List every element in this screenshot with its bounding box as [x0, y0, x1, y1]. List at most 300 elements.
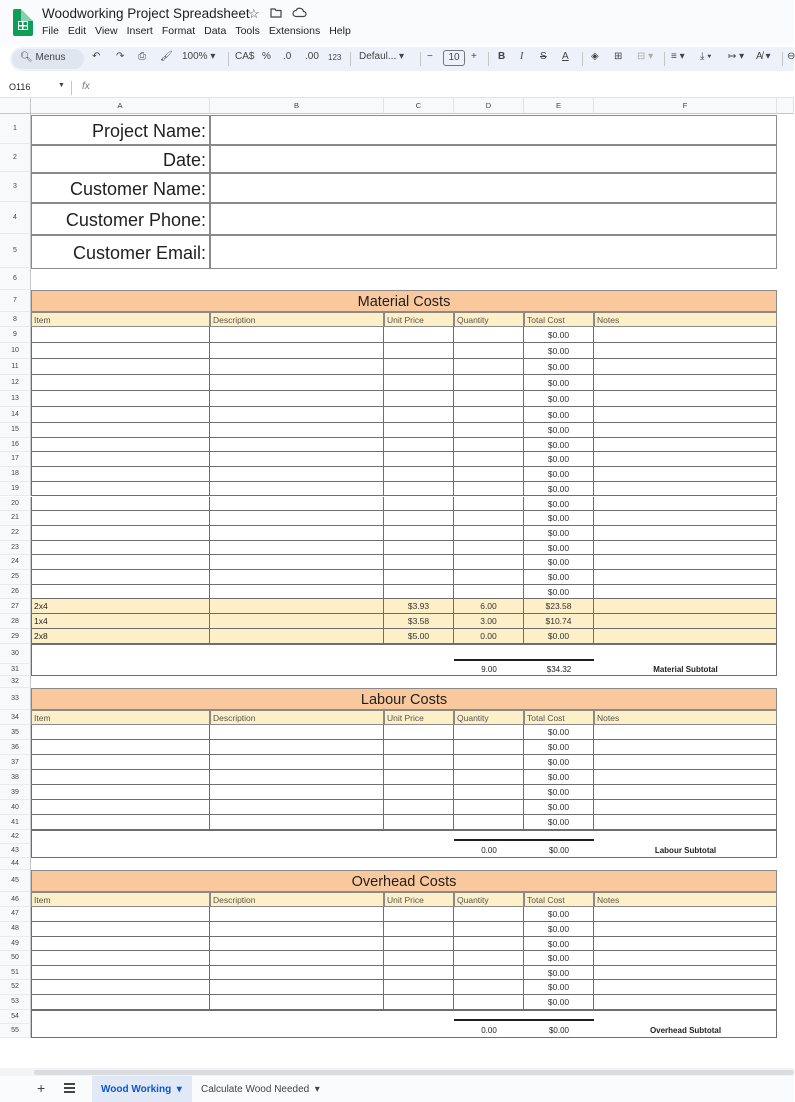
data-cell[interactable] [384, 391, 454, 407]
column-header[interactable]: D [454, 98, 524, 114]
data-cell[interactable] [454, 526, 524, 541]
info-value-cell[interactable] [210, 203, 777, 235]
column-header[interactable]: B [210, 98, 384, 114]
row-header[interactable]: 7 [0, 290, 31, 312]
row-header[interactable]: 12 [0, 375, 31, 391]
percent-format-button[interactable]: % [262, 51, 271, 62]
column-header[interactable]: F [594, 98, 777, 114]
total-cost-cell[interactable]: $0.00 [524, 541, 594, 556]
data-cell[interactable] [31, 585, 210, 600]
column-header[interactable]: A [31, 98, 210, 114]
menu-view[interactable]: View [95, 25, 118, 37]
quantity-sum[interactable]: 9.00 [481, 665, 497, 675]
data-cell[interactable] [384, 375, 454, 391]
data-cell[interactable] [31, 922, 210, 937]
data-cell[interactable] [31, 343, 210, 359]
data-cell[interactable] [31, 755, 210, 770]
cloud-status-icon[interactable] [292, 6, 306, 21]
data-cell[interactable] [31, 467, 210, 482]
row-header[interactable]: 13 [0, 391, 31, 407]
data-cell[interactable] [210, 452, 384, 467]
data-cell[interactable] [594, 327, 777, 343]
row-header[interactable]: 44 [0, 858, 31, 870]
data-cell[interactable] [594, 966, 777, 981]
total-cost-cell[interactable]: $0.00 [524, 740, 594, 755]
strikethrough-icon[interactable]: S [540, 51, 547, 62]
row-header[interactable]: 1 [0, 114, 31, 144]
cost-sum[interactable]: $0.00 [548, 1025, 570, 1035]
data-cell[interactable] [384, 482, 454, 497]
data-cell[interactable] [210, 555, 384, 570]
data-cell[interactable] [210, 391, 384, 407]
menu-tools[interactable]: Tools [235, 25, 260, 37]
row-header[interactable]: 9 [0, 327, 31, 343]
vertical-align-icon[interactable]: ⤓ ▾ [700, 51, 712, 62]
total-cost-cell[interactable]: $0.00 [524, 951, 594, 966]
total-cost-cell[interactable]: $0.00 [524, 907, 594, 922]
row-header[interactable]: 36 [0, 740, 31, 755]
data-cell[interactable] [594, 800, 777, 815]
cost-sum[interactable]: $34.32 [546, 665, 572, 675]
data-cell[interactable] [384, 966, 454, 981]
horizontal-align-icon[interactable]: ≡ ▾ [671, 51, 685, 62]
info-value-cell[interactable] [210, 173, 777, 203]
total-cost-cell[interactable]: $0.00 [524, 467, 594, 482]
zoom-select[interactable]: 100% ▾ [182, 51, 216, 62]
item-cell[interactable]: 2x8 [31, 629, 210, 644]
row-header[interactable]: 22 [0, 526, 31, 541]
data-cell[interactable] [594, 770, 777, 785]
menu-file[interactable]: File [42, 25, 59, 37]
quantity-sum[interactable]: 0.00 [481, 846, 497, 856]
column-label[interactable]: Notes [594, 892, 777, 907]
data-cell[interactable] [454, 800, 524, 815]
column-label[interactable]: Total Cost [524, 710, 594, 725]
data-cell[interactable] [594, 511, 777, 526]
total-cost-cell[interactable]: $0.00 [524, 785, 594, 800]
data-cell[interactable] [454, 785, 524, 800]
quantity-sum[interactable]: 0.00 [481, 1025, 497, 1035]
data-cell[interactable] [210, 497, 384, 512]
scrollbar-thumb[interactable] [34, 1070, 794, 1075]
data-cell[interactable] [384, 770, 454, 785]
description-cell[interactable] [210, 614, 384, 629]
hide-menus-icon[interactable]: ⊖ [787, 51, 795, 62]
data-cell[interactable] [31, 966, 210, 981]
total-cost-cell[interactable]: $23.58 [524, 599, 594, 614]
total-cost-cell[interactable]: $0.00 [524, 966, 594, 981]
row-header[interactable]: 10 [0, 343, 31, 359]
data-cell[interactable] [31, 555, 210, 570]
data-cell[interactable] [31, 452, 210, 467]
data-cell[interactable] [210, 423, 384, 438]
data-cell[interactable] [31, 526, 210, 541]
data-cell[interactable] [210, 770, 384, 785]
data-cell[interactable] [31, 785, 210, 800]
decrease-decimal-button[interactable]: .0 [283, 51, 292, 62]
data-cell[interactable] [594, 951, 777, 966]
data-cell[interactable] [594, 725, 777, 740]
move-folder-icon[interactable] [270, 6, 282, 21]
cost-sum[interactable]: $0.00 [548, 846, 570, 856]
borders-icon[interactable]: ⊞ [614, 51, 623, 62]
data-cell[interactable] [210, 800, 384, 815]
text-rotation-icon[interactable]: A̸ ▾ [756, 51, 771, 62]
data-cell[interactable] [210, 815, 384, 830]
total-cost-cell[interactable]: $0.00 [524, 327, 594, 343]
total-cost-cell[interactable]: $0.00 [524, 391, 594, 407]
data-cell[interactable] [210, 907, 384, 922]
data-cell[interactable] [210, 980, 384, 995]
column-label[interactable]: Quantity [454, 710, 524, 725]
row-header[interactable]: 14 [0, 407, 31, 423]
data-cell[interactable] [210, 922, 384, 937]
data-cell[interactable] [31, 800, 210, 815]
row-header[interactable]: 43 [0, 844, 31, 858]
column-label[interactable]: Description [210, 312, 384, 327]
data-cell[interactable] [594, 375, 777, 391]
document-title[interactable]: Woodworking Project Spreadsheet [42, 6, 250, 21]
row-header[interactable]: 2 [0, 144, 31, 172]
data-cell[interactable] [594, 785, 777, 800]
total-cost-cell[interactable]: $0.00 [524, 375, 594, 391]
data-cell[interactable] [384, 815, 454, 830]
total-cost-cell[interactable]: $0.00 [524, 922, 594, 937]
menu-edit[interactable]: Edit [67, 25, 87, 37]
row-header[interactable]: 51 [0, 966, 31, 981]
row-header[interactable]: 35 [0, 725, 31, 740]
row-header[interactable]: 19 [0, 482, 31, 497]
row-header[interactable]: 39 [0, 785, 31, 800]
subtotal-label[interactable]: Material Subtotal [653, 665, 718, 675]
text-wrap-icon[interactable]: ↦ ▾ [728, 51, 745, 62]
info-value-cell[interactable] [210, 115, 777, 145]
data-cell[interactable] [594, 497, 777, 512]
row-header[interactable]: 23 [0, 541, 31, 556]
data-cell[interactable] [594, 755, 777, 770]
column-label[interactable]: Item [31, 892, 210, 907]
description-cell[interactable] [210, 599, 384, 614]
font-size-minus-icon[interactable]: − [427, 51, 433, 62]
data-cell[interactable] [454, 423, 524, 438]
data-cell[interactable] [31, 995, 210, 1010]
horizontal-scrollbar[interactable] [0, 1068, 794, 1076]
data-cell[interactable] [454, 740, 524, 755]
column-label[interactable]: Unit Price [384, 312, 454, 327]
quantity-cell[interactable]: 6.00 [454, 599, 524, 614]
section-title[interactable]: Material Costs [31, 290, 777, 312]
total-cost-cell[interactable]: $0.00 [524, 438, 594, 453]
undo-icon[interactable]: ↶ [92, 51, 101, 62]
data-cell[interactable] [384, 541, 454, 556]
unit-price-cell[interactable]: $3.58 [384, 614, 454, 629]
data-cell[interactable] [454, 407, 524, 423]
row-header[interactable]: 53 [0, 995, 31, 1010]
data-cell[interactable] [594, 438, 777, 453]
total-cost-cell[interactable]: $0.00 [524, 497, 594, 512]
data-cell[interactable] [210, 327, 384, 343]
row-header[interactable]: 15 [0, 423, 31, 438]
row-header[interactable]: 27 [0, 599, 31, 614]
row-header[interactable]: 4 [0, 202, 31, 234]
data-cell[interactable] [384, 922, 454, 937]
data-cell[interactable] [384, 995, 454, 1010]
total-cost-cell[interactable]: $0.00 [524, 526, 594, 541]
data-cell[interactable] [594, 452, 777, 467]
row-header[interactable]: 32 [0, 676, 31, 688]
data-cell[interactable] [594, 907, 777, 922]
row-header[interactable]: 40 [0, 800, 31, 815]
text-color-icon[interactable]: A [562, 51, 569, 62]
data-cell[interactable] [31, 391, 210, 407]
italic-icon[interactable]: I [520, 51, 524, 62]
data-cell[interactable] [454, 570, 524, 585]
data-cell[interactable] [31, 541, 210, 556]
row-header[interactable]: 45 [0, 870, 31, 892]
subtotal-label[interactable]: Labour Subtotal [654, 846, 717, 856]
data-cell[interactable] [594, 343, 777, 359]
data-cell[interactable] [210, 541, 384, 556]
total-cost-cell[interactable]: $0.00 [524, 770, 594, 785]
data-cell[interactable] [454, 770, 524, 785]
data-cell[interactable] [31, 937, 210, 952]
data-cell[interactable] [31, 511, 210, 526]
row-header[interactable]: 38 [0, 770, 31, 785]
row-header[interactable]: 26 [0, 585, 31, 600]
data-cell[interactable] [384, 937, 454, 952]
data-cell[interactable] [384, 785, 454, 800]
row-header[interactable]: 6 [0, 268, 31, 290]
data-cell[interactable] [210, 585, 384, 600]
data-cell[interactable] [31, 407, 210, 423]
quantity-cell[interactable]: 3.00 [454, 614, 524, 629]
data-cell[interactable] [594, 937, 777, 952]
info-label[interactable]: Customer Phone: [31, 203, 210, 235]
menu-insert[interactable]: Insert [126, 25, 153, 37]
row-header[interactable]: 55 [0, 1024, 31, 1038]
data-cell[interactable] [384, 467, 454, 482]
column-label[interactable]: Description [210, 710, 384, 725]
notes-cell[interactable] [594, 629, 777, 644]
data-cell[interactable] [594, 482, 777, 497]
data-cell[interactable] [454, 922, 524, 937]
total-cost-cell[interactable]: $0.00 [524, 359, 594, 375]
increase-decimal-button[interactable]: .00 [305, 51, 319, 62]
data-cell[interactable] [384, 452, 454, 467]
data-cell[interactable] [210, 375, 384, 391]
data-cell[interactable] [594, 359, 777, 375]
data-cell[interactable] [454, 995, 524, 1010]
item-cell[interactable]: 2x4 [31, 599, 210, 614]
column-label[interactable]: Item [31, 710, 210, 725]
notes-cell[interactable] [594, 614, 777, 629]
data-cell[interactable] [454, 815, 524, 830]
total-cost-cell[interactable]: $0.00 [524, 815, 594, 830]
row-header[interactable]: 18 [0, 467, 31, 482]
data-cell[interactable] [384, 511, 454, 526]
description-cell[interactable] [210, 629, 384, 644]
column-label[interactable]: Unit Price [384, 710, 454, 725]
column-label[interactable]: Item [31, 312, 210, 327]
column-label[interactable]: Notes [594, 710, 777, 725]
data-cell[interactable] [384, 800, 454, 815]
menu-search[interactable] [12, 49, 84, 69]
row-header[interactable]: 17 [0, 452, 31, 467]
total-cost-cell[interactable]: $0.00 [524, 407, 594, 423]
total-cost-cell[interactable]: $0.00 [524, 937, 594, 952]
data-cell[interactable] [454, 511, 524, 526]
column-label[interactable]: Total Cost [524, 892, 594, 907]
data-cell[interactable] [210, 785, 384, 800]
total-cost-cell[interactable]: $0.00 [524, 343, 594, 359]
row-header[interactable]: 52 [0, 980, 31, 995]
data-cell[interactable] [384, 980, 454, 995]
data-cell[interactable] [31, 951, 210, 966]
menu-help[interactable]: Help [329, 25, 351, 37]
row-header[interactable]: 54 [0, 1010, 31, 1024]
row-header[interactable]: 20 [0, 497, 31, 512]
select-all-corner[interactable] [0, 98, 31, 114]
data-cell[interactable] [384, 407, 454, 423]
row-header[interactable]: 34 [0, 710, 31, 725]
data-cell[interactable] [454, 343, 524, 359]
data-cell[interactable] [454, 375, 524, 391]
quantity-cell[interactable]: 0.00 [454, 629, 524, 644]
data-cell[interactable] [384, 423, 454, 438]
total-cost-cell[interactable]: $0.00 [524, 800, 594, 815]
sheets-logo-icon[interactable] [13, 9, 33, 36]
data-cell[interactable] [210, 407, 384, 423]
sheet-grid[interactable] [0, 98, 794, 1068]
column-label[interactable]: Total Cost [524, 312, 594, 327]
data-cell[interactable] [210, 511, 384, 526]
merge-cells-icon[interactable]: ⊟ ▾ [637, 51, 654, 62]
row-header[interactable]: 41 [0, 815, 31, 830]
column-label[interactable]: Quantity [454, 892, 524, 907]
data-cell[interactable] [454, 541, 524, 556]
column-label[interactable]: Notes [594, 312, 777, 327]
data-cell[interactable] [210, 482, 384, 497]
data-cell[interactable] [384, 497, 454, 512]
row-header[interactable]: 30 [0, 644, 31, 664]
sheet-tab[interactable]: Calculate Wood Needed ▾ [201, 1084, 320, 1095]
total-cost-cell[interactable]: $0.00 [524, 423, 594, 438]
data-cell[interactable] [210, 951, 384, 966]
data-cell[interactable] [384, 907, 454, 922]
row-header[interactable]: 8 [0, 312, 31, 327]
data-cell[interactable] [384, 555, 454, 570]
row-header[interactable]: 29 [0, 629, 31, 644]
name-box-dropdown-icon[interactable]: ▼ [58, 82, 65, 89]
add-sheet-icon[interactable]: + [37, 1080, 46, 1096]
data-cell[interactable] [31, 907, 210, 922]
data-cell[interactable] [594, 740, 777, 755]
data-cell[interactable] [454, 755, 524, 770]
total-cost-cell[interactable]: $0.00 [524, 570, 594, 585]
column-label[interactable]: Description [210, 892, 384, 907]
redo-icon[interactable]: ↷ [116, 51, 125, 62]
data-cell[interactable] [384, 755, 454, 770]
total-cost-cell[interactable]: $0.00 [524, 555, 594, 570]
row-header[interactable]: 49 [0, 937, 31, 952]
data-cell[interactable] [594, 995, 777, 1010]
data-cell[interactable] [454, 327, 524, 343]
data-cell[interactable] [454, 467, 524, 482]
row-header[interactable]: 24 [0, 555, 31, 570]
data-cell[interactable] [594, 526, 777, 541]
column-header[interactable]: E [524, 98, 594, 114]
data-cell[interactable] [210, 359, 384, 375]
row-header[interactable]: 31 [0, 664, 31, 676]
data-cell[interactable] [210, 526, 384, 541]
font-size-plus-icon[interactable]: + [471, 51, 477, 62]
more-formats-button[interactable]: 123 [328, 53, 342, 62]
data-cell[interactable] [210, 467, 384, 482]
subtotal-label[interactable]: Overhead Subtotal [649, 1025, 722, 1035]
total-cost-cell[interactable]: $0.00 [524, 482, 594, 497]
row-header[interactable]: 47 [0, 907, 31, 922]
star-icon[interactable]: ☆ [248, 6, 260, 21]
data-cell[interactable] [384, 725, 454, 740]
sheet-tab-active[interactable]: Wood Working ▾ [92, 1076, 192, 1102]
section-title[interactable]: Labour Costs [31, 688, 777, 710]
data-cell[interactable] [31, 740, 210, 755]
total-cost-cell[interactable]: $0.00 [524, 452, 594, 467]
data-cell[interactable] [384, 359, 454, 375]
total-cost-cell[interactable]: $0.00 [524, 629, 594, 644]
fill-color-icon[interactable]: ◈ [591, 51, 599, 62]
data-cell[interactable] [454, 937, 524, 952]
data-cell[interactable] [31, 980, 210, 995]
data-cell[interactable] [384, 438, 454, 453]
data-cell[interactable] [384, 526, 454, 541]
data-cell[interactable] [384, 585, 454, 600]
row-header[interactable]: 37 [0, 755, 31, 770]
data-cell[interactable] [454, 482, 524, 497]
item-cell[interactable]: 1x4 [31, 614, 210, 629]
column-label[interactable]: Unit Price [384, 892, 454, 907]
info-label[interactable]: Customer Name: [31, 173, 210, 203]
data-cell[interactable] [594, 980, 777, 995]
data-cell[interactable] [454, 980, 524, 995]
font-size-input[interactable]: 10 [443, 50, 465, 66]
row-header[interactable]: 21 [0, 511, 31, 526]
row-header[interactable]: 11 [0, 359, 31, 375]
data-cell[interactable] [454, 951, 524, 966]
menu-data[interactable]: Data [204, 25, 227, 37]
total-cost-cell[interactable]: $10.74 [524, 614, 594, 629]
total-cost-cell[interactable]: $0.00 [524, 725, 594, 740]
data-cell[interactable] [384, 951, 454, 966]
row-header[interactable]: 28 [0, 614, 31, 629]
row-header[interactable]: 33 [0, 688, 31, 710]
total-cost-cell[interactable]: $0.00 [524, 585, 594, 600]
row-header[interactable]: 5 [0, 234, 31, 268]
all-sheets-icon[interactable] [64, 1083, 75, 1095]
total-cost-cell[interactable]: $0.00 [524, 755, 594, 770]
data-cell[interactable] [594, 423, 777, 438]
info-label[interactable]: Customer Email: [31, 235, 210, 269]
total-cost-cell[interactable]: $0.00 [524, 995, 594, 1010]
unit-price-cell[interactable]: $3.93 [384, 599, 454, 614]
data-cell[interactable] [594, 467, 777, 482]
menu-extensions[interactable]: Extensions [268, 25, 321, 37]
column-header[interactable]: C [384, 98, 454, 114]
data-cell[interactable] [384, 343, 454, 359]
data-cell[interactable] [454, 359, 524, 375]
info-value-cell[interactable] [210, 145, 777, 173]
font-select[interactable]: Defaul... ▾ [359, 51, 405, 62]
